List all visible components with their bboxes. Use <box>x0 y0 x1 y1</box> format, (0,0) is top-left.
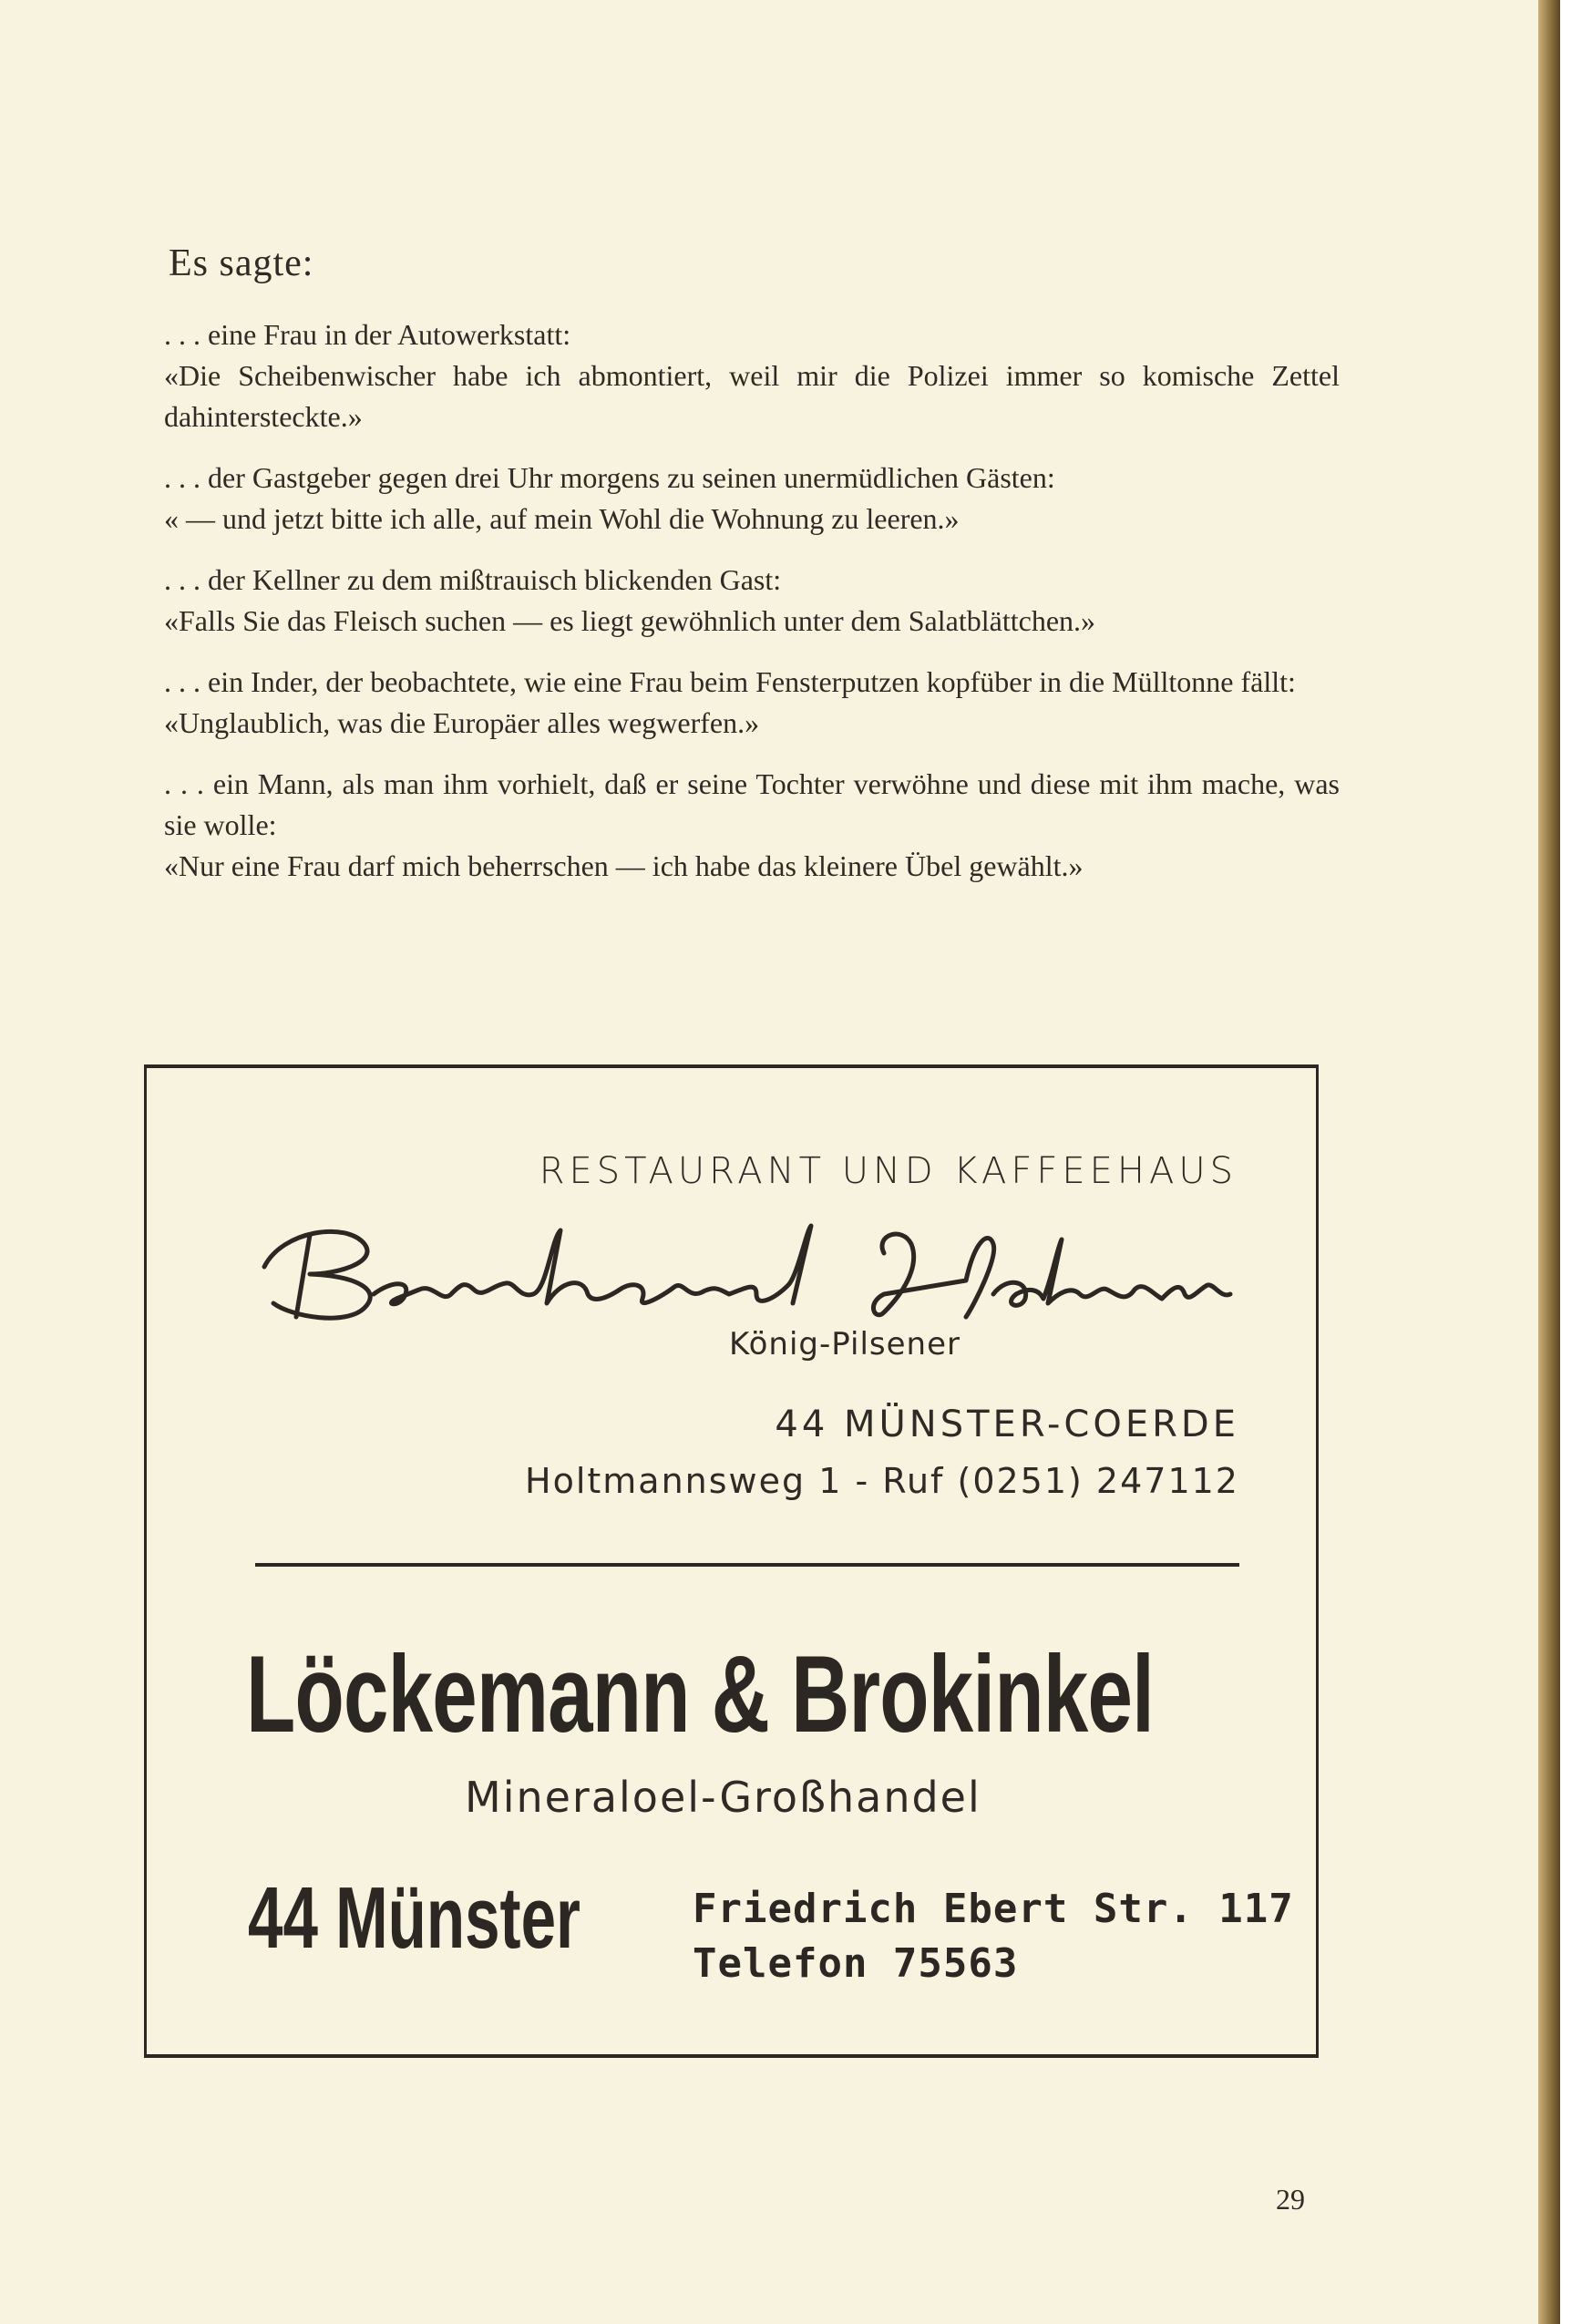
sayings-list <box>164 314 1340 907</box>
saying-intro: . . . eine Frau in der Autowerkstatt: <box>164 318 571 351</box>
mineraloel-street: Friedrich Ebert Str. 117 <box>693 1886 1294 1932</box>
saying-item <box>164 458 1340 540</box>
saying-item <box>164 560 1340 642</box>
saying-quote: «Die Scheibenwischer habe ich abmontiert, weil mir die Polizei immer so komische Zettel dahintersteckte.» <box>164 359 1340 433</box>
ad-divider <box>255 1563 1239 1567</box>
saying-quote: «Falls Sie das Fleisch suchen — es liegt gewöhnlich unter dem Salatblättchen.» <box>164 604 1096 637</box>
saying-item <box>164 662 1340 744</box>
restaurant-script-logo <box>246 1203 1239 1331</box>
mineraloel-contact <box>693 1882 1294 1991</box>
saying-quote: «Nur eine Frau darf mich beherrschen — ich habe das kleinere Übel gewählt.» <box>164 849 1084 882</box>
restaurant-address: Holtmannsweg 1 - Ruf (0251) 247112 <box>525 1461 1239 1501</box>
page-number: 29 <box>1276 2183 1305 2216</box>
saying-item <box>164 314 1340 437</box>
mineraloel-company-name: Löckemann & Brokinkel <box>246 1633 1155 1755</box>
restaurant-header: RESTAURANT UND KAFFEEHAUS <box>539 1150 1238 1192</box>
saying-intro: . . . ein Inder, der beobachtete, wie eine Frau beim Fensterputzen kopfüber in die Mülltonne fällt: <box>164 665 1296 698</box>
saying-quote: «Unglaublich, was die Europäer alles wegwerfen.» <box>164 706 760 739</box>
page-edge <box>1538 0 1560 2324</box>
saying-intro: . . . der Kellner zu dem mißtrauisch blickenden Gast: <box>164 563 782 596</box>
restaurant-subline: König-Pilsener <box>729 1326 960 1363</box>
mineraloel-subline: Mineraloel-Großhandel <box>465 1773 981 1822</box>
page-heading: Es sagte: <box>169 242 314 284</box>
saying-intro: . . . der Gastgeber gegen drei Uhr morgens zu seinen unermüdlichen Gästen: <box>164 461 1055 494</box>
restaurant-city: 44 MÜNSTER-COERDE <box>775 1404 1239 1445</box>
mineraloel-phone: Telefon 75563 <box>693 1940 1019 1987</box>
mineraloel-city: 44 Münster <box>248 1869 580 1967</box>
saying-quote: « — und jetzt bitte ich alle, auf mein Wohl die Wohnung zu leeren.» <box>164 502 960 535</box>
saying-item <box>164 764 1340 887</box>
saying-intro: . . . ein Mann, als man ihm vorhielt, daß er seine Tochter verwöhne und diese mit ihm mache, was sie wolle: <box>164 767 1340 841</box>
